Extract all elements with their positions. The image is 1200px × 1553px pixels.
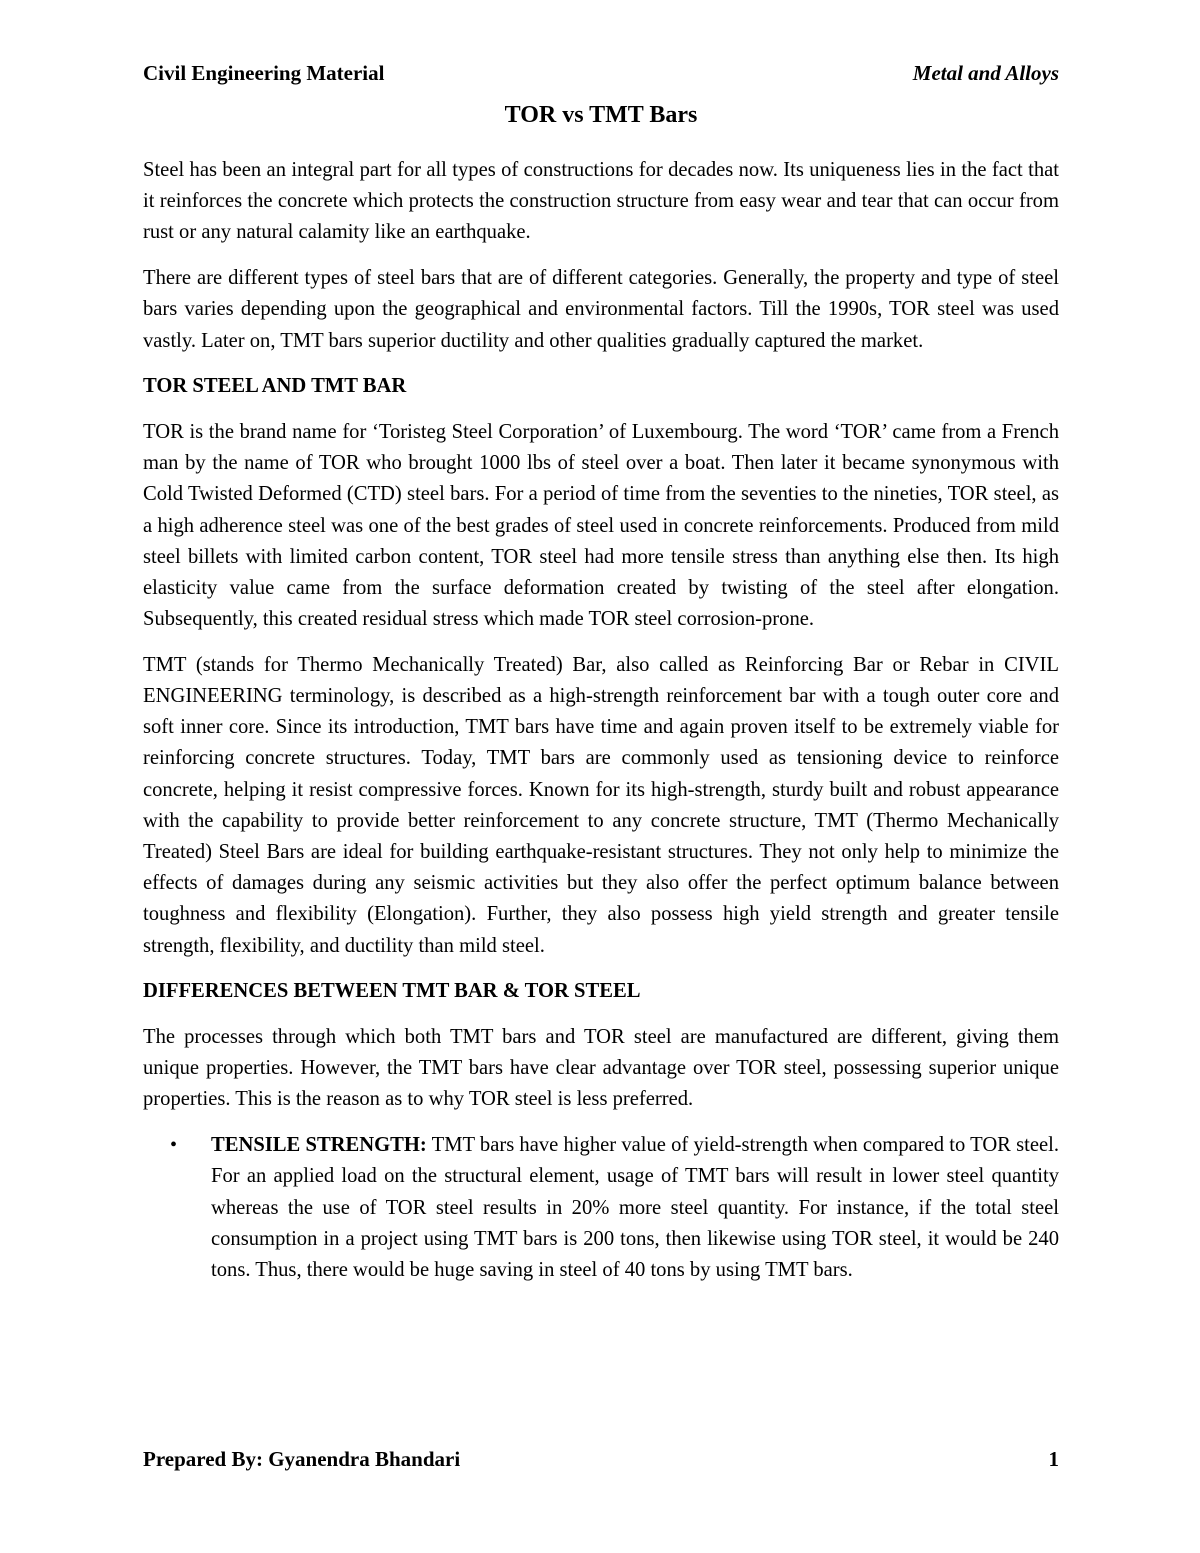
paragraph-intro-2: There are different types of steel bars that are of different categories. Generally, the property and type of steel bars varies depending upon the geographical and environmental factors. Till the 1990s, TOR steel was used vastly. Later on, TMT bars superior ductility and other qualities gradually captured the market. [143,267,1059,352]
running-footer [143,1446,1059,1472]
list-item [143,1130,1059,1286]
paragraph-tmt-description: TMT (stands for Thermo Mechanically Treated) Bar, also called as Reinforcing Bar or Rebar in CIVIL ENGINEERING terminology, is described as a high-strength reinforcement bar with a tough outer core and soft inner core. Since its introduction, TMT bars have time and again proven itself to be extremely viable for reinforcing concrete structures. Today, TMT bars are commonly used as tensioning device to reinforce concrete, helping it resist compressive forces. Known for its high-strength, sturdy built and robust appearance with the capability to provide better reinforcement to any concrete structure, TMT (Thermo Mechanically Treated) Steel Bars are ideal for building earthquake-resistant structures. They not only help to minimize the effects of damages during any seismic activities but they also offer the perfect optimum balance between toughness and flexibility (Elongation). Further, they also possess high yield strength and greater tensile strength, flexibility, and ductility than mild steel. [143,653,1059,957]
bullet-text: TMT bars have higher value of yield-strength when compared to TOR steel. For an applied load on the structural element, usage of TMT bars will result in lower steel quantity whereas the use of TOR steel results in 20% more steel quantity. For instance, if the total steel consumption in a project using TMT bars is 200 tons, then likewise using TOR steel, it would be 240 tons. Thus, there would be huge saving in steel of 40 tons by using TMT bars. [211,1134,1060,1281]
paragraph-differences-intro: The processes through which both TMT bars and TOR steel are manufactured are different, giving them unique properties. However, the TMT bars have clear advantage over TOR steel, possessing superior unique properties. This is the reason as to why TOR steel is less preferred. [143,1026,1059,1111]
document-body [143,155,1059,1286]
document-page [143,0,1059,1553]
footer-author: Prepared By: Gyanendra Bhandari [143,1447,461,1471]
header-chapter-title: Metal and Alloys [912,61,1059,85]
bullet-icon: • [170,1134,178,1157]
bullet-term: TENSILE STRENGTH: [211,1134,427,1157]
section-heading-tor-tmt: TOR STEEL AND TMT BAR [143,375,407,398]
paragraph-intro-1: Steel has been an integral part for all types of constructions for decades now. Its uniqueness lies in the fact that it reinforces the concrete which protects the construction structure from easy wear and tear that can occur from rust or any natural calamity like an earthquake. [143,159,1059,244]
section-heading-differences: DIFFERENCES BETWEEN TMT BAR & TOR STEEL [143,980,641,1003]
running-header [143,60,1059,86]
differences-list [143,1130,1059,1286]
paragraph-tor-description: TOR is the brand name for ‘Toristeg Steel Corporation’ of Luxembourg. The word ‘TOR’ came from a French man by the name of TOR who brought 1000 lbs of steel over a boat. Then later it became synonymous with Cold Twisted Deformed (CTD) steel bars. For a period of time from the seventies to the nineties, TOR steel, as a high adherence steel was one of the best grades of steel used in concrete reinforcements. Produced from mild steel billets with limited carbon content, TOR steel had more tensile stress than anything else then. Its high elasticity value came from the surface deformation created by twisting of the steel after elongation. Subsequently, this created residual stress which made TOR steel corrosion-prone. [143,420,1059,631]
page-number: 1 [1048,1447,1059,1471]
header-course-title: Civil Engineering Material [143,61,385,85]
document-title: TOR vs TMT Bars [504,102,698,128]
